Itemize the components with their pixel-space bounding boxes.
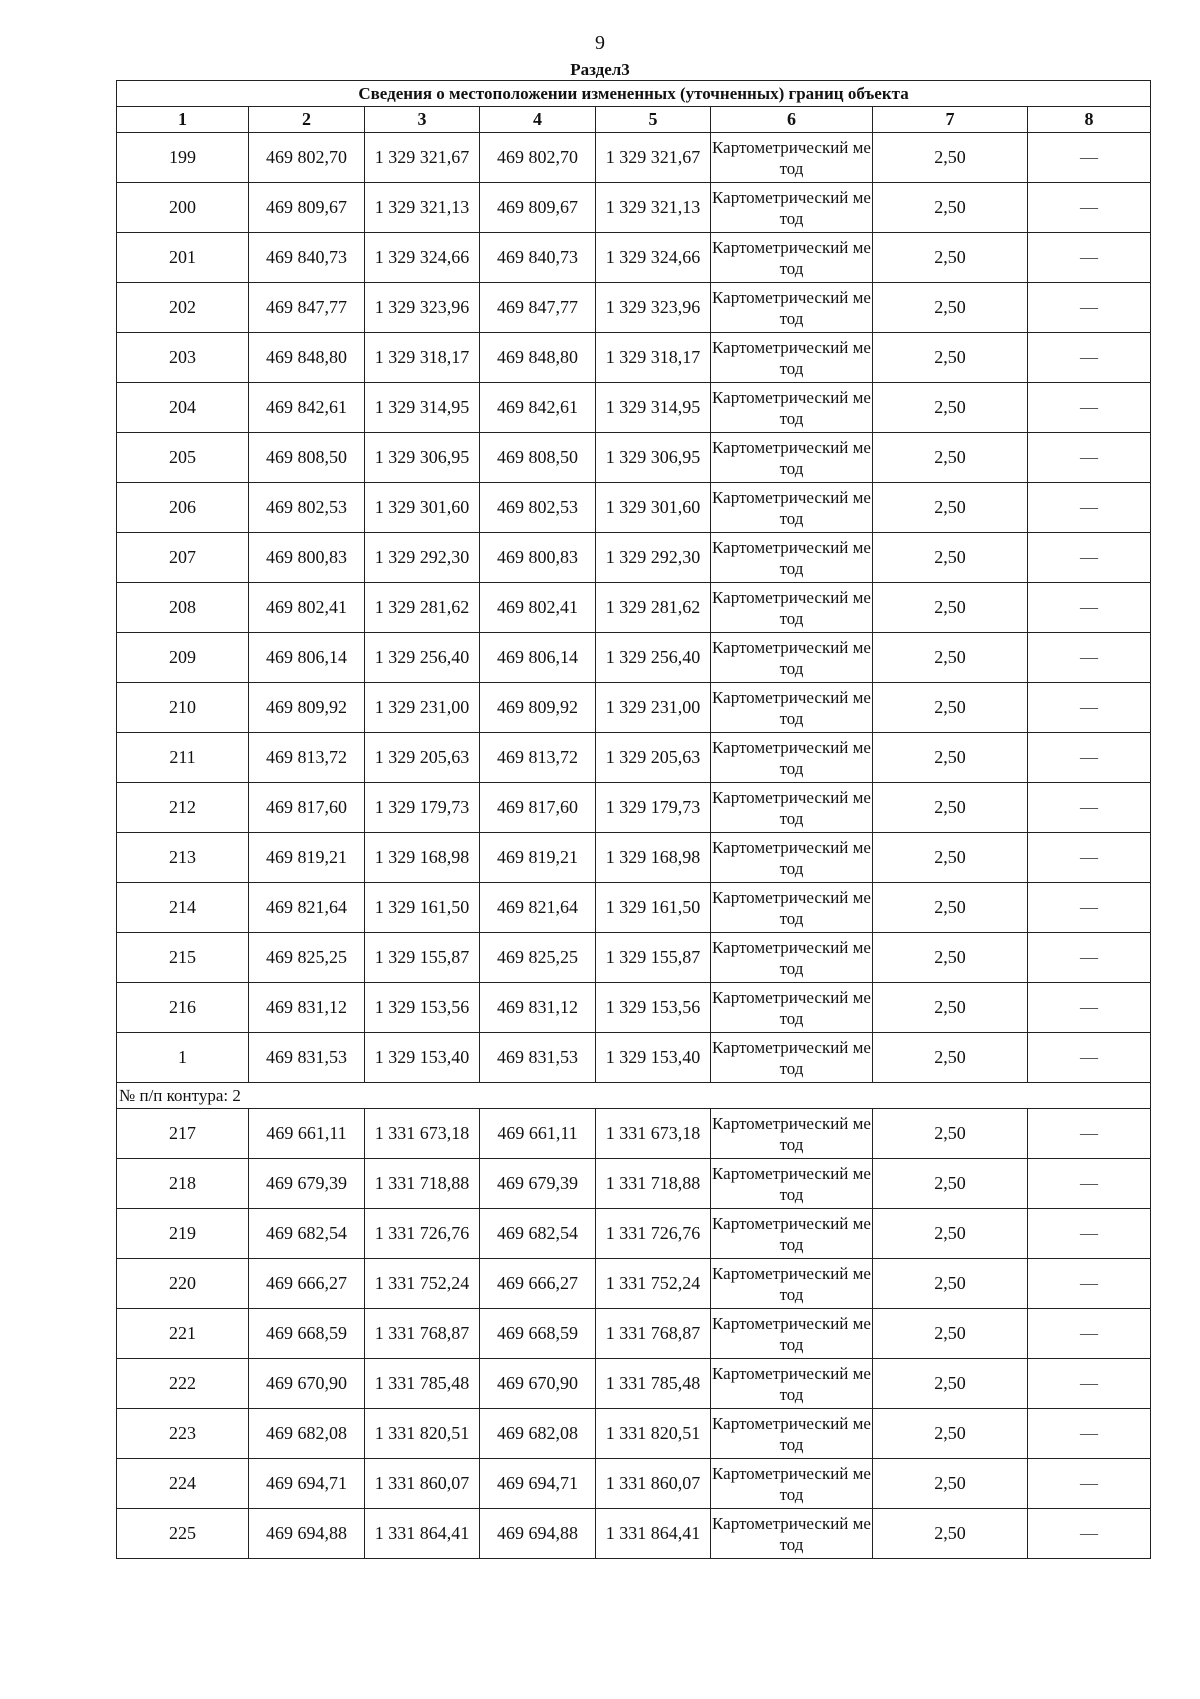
table-row bbox=[117, 583, 1151, 633]
x-new-cell: 469 668,59 bbox=[480, 1309, 596, 1359]
table-row bbox=[117, 233, 1151, 283]
column-number: 6 bbox=[711, 107, 873, 133]
x-new-cell: 469 802,53 bbox=[480, 483, 596, 533]
description-cell: — bbox=[1028, 1359, 1151, 1409]
accuracy-cell: 2,50 bbox=[873, 133, 1028, 183]
x-old-cell: 469 842,61 bbox=[249, 383, 365, 433]
y-new-cell: 1 331 673,18 bbox=[596, 1109, 711, 1159]
column-number: 8 bbox=[1028, 107, 1151, 133]
description-cell: — bbox=[1028, 583, 1151, 633]
page-number: 9 bbox=[595, 32, 605, 54]
y-old-cell: 1 331 718,88 bbox=[365, 1159, 480, 1209]
method-cell: Картометрический метод bbox=[711, 1259, 873, 1309]
method-cell: Картометрический метод bbox=[711, 1459, 873, 1509]
x-new-cell: 469 825,25 bbox=[480, 933, 596, 983]
y-new-cell: 1 331 864,41 bbox=[596, 1509, 711, 1559]
method-cell: Картометрический метод bbox=[711, 683, 873, 733]
x-new-cell: 469 661,11 bbox=[480, 1109, 596, 1159]
point-number-cell: 221 bbox=[117, 1309, 249, 1359]
y-old-cell: 1 329 306,95 bbox=[365, 433, 480, 483]
point-number-cell: 216 bbox=[117, 983, 249, 1033]
point-number-cell: 199 bbox=[117, 133, 249, 183]
description-cell: — bbox=[1028, 933, 1151, 983]
y-new-cell: 1 329 256,40 bbox=[596, 633, 711, 683]
x-old-cell: 469 694,88 bbox=[249, 1509, 365, 1559]
x-old-cell: 469 806,14 bbox=[249, 633, 365, 683]
table-row bbox=[117, 1033, 1151, 1083]
point-number-cell: 206 bbox=[117, 483, 249, 533]
point-number-cell: 1 bbox=[117, 1033, 249, 1083]
x-old-cell: 469 666,27 bbox=[249, 1259, 365, 1309]
method-cell: Картометрический метод bbox=[711, 1509, 873, 1559]
y-new-cell: 1 329 314,95 bbox=[596, 383, 711, 433]
y-new-cell: 1 329 153,40 bbox=[596, 1033, 711, 1083]
x-old-cell: 469 813,72 bbox=[249, 733, 365, 783]
table-row bbox=[117, 1459, 1151, 1509]
y-new-cell: 1 329 153,56 bbox=[596, 983, 711, 1033]
method-cell: Картометрический метод bbox=[711, 1209, 873, 1259]
table-row bbox=[117, 1109, 1151, 1159]
table-row bbox=[117, 1259, 1151, 1309]
description-cell: — bbox=[1028, 533, 1151, 583]
accuracy-cell: 2,50 bbox=[873, 233, 1028, 283]
y-old-cell: 1 331 860,07 bbox=[365, 1459, 480, 1509]
y-old-cell: 1 329 179,73 bbox=[365, 783, 480, 833]
y-new-cell: 1 329 281,62 bbox=[596, 583, 711, 633]
x-old-cell: 469 819,21 bbox=[249, 833, 365, 883]
method-cell: Картометрический метод bbox=[711, 283, 873, 333]
x-new-cell: 469 809,67 bbox=[480, 183, 596, 233]
y-old-cell: 1 329 323,96 bbox=[365, 283, 480, 333]
table-row bbox=[117, 1509, 1151, 1559]
x-old-cell: 469 817,60 bbox=[249, 783, 365, 833]
table-row bbox=[117, 1359, 1151, 1409]
accuracy-cell: 2,50 bbox=[873, 183, 1028, 233]
description-cell: — bbox=[1028, 883, 1151, 933]
x-new-cell: 469 694,71 bbox=[480, 1459, 596, 1509]
method-cell: Картометрический метод bbox=[711, 483, 873, 533]
table-row bbox=[117, 783, 1151, 833]
x-old-cell: 469 831,12 bbox=[249, 983, 365, 1033]
x-old-cell: 469 808,50 bbox=[249, 433, 365, 483]
x-new-cell: 469 802,70 bbox=[480, 133, 596, 183]
accuracy-cell: 2,50 bbox=[873, 983, 1028, 1033]
y-old-cell: 1 331 726,76 bbox=[365, 1209, 480, 1259]
x-new-cell: 469 806,14 bbox=[480, 633, 596, 683]
point-number-cell: 214 bbox=[117, 883, 249, 933]
description-cell: — bbox=[1028, 1459, 1151, 1509]
y-old-cell: 1 329 153,56 bbox=[365, 983, 480, 1033]
method-cell: Картометрический метод bbox=[711, 1109, 873, 1159]
x-new-cell: 469 847,77 bbox=[480, 283, 596, 333]
x-old-cell: 469 821,64 bbox=[249, 883, 365, 933]
description-cell: — bbox=[1028, 383, 1151, 433]
description-cell: — bbox=[1028, 833, 1151, 883]
description-cell: — bbox=[1028, 133, 1151, 183]
method-cell: Картометрический метод bbox=[711, 983, 873, 1033]
method-cell: Картометрический метод bbox=[711, 783, 873, 833]
x-new-cell: 469 808,50 bbox=[480, 433, 596, 483]
contour-label-row bbox=[117, 1083, 1151, 1109]
table-row bbox=[117, 433, 1151, 483]
x-old-cell: 469 809,67 bbox=[249, 183, 365, 233]
y-new-cell: 1 329 205,63 bbox=[596, 733, 711, 783]
table-caption-row bbox=[117, 81, 1151, 107]
point-number-cell: 217 bbox=[117, 1109, 249, 1159]
y-new-cell: 1 329 323,96 bbox=[596, 283, 711, 333]
method-cell: Картометрический метод bbox=[711, 583, 873, 633]
accuracy-cell: 2,50 bbox=[873, 533, 1028, 583]
contour-label: № п/п контура: 2 bbox=[117, 1083, 1151, 1109]
point-number-cell: 219 bbox=[117, 1209, 249, 1259]
y-old-cell: 1 329 318,17 bbox=[365, 333, 480, 383]
method-cell: Картометрический метод bbox=[711, 1359, 873, 1409]
column-number: 5 bbox=[596, 107, 711, 133]
accuracy-cell: 2,50 bbox=[873, 483, 1028, 533]
y-old-cell: 1 329 314,95 bbox=[365, 383, 480, 433]
y-old-cell: 1 329 231,00 bbox=[365, 683, 480, 733]
accuracy-cell: 2,50 bbox=[873, 1109, 1028, 1159]
x-old-cell: 469 802,70 bbox=[249, 133, 365, 183]
accuracy-cell: 2,50 bbox=[873, 833, 1028, 883]
y-new-cell: 1 331 752,24 bbox=[596, 1259, 711, 1309]
point-number-cell: 223 bbox=[117, 1409, 249, 1459]
y-old-cell: 1 329 324,66 bbox=[365, 233, 480, 283]
x-old-cell: 469 682,54 bbox=[249, 1209, 365, 1259]
description-cell: — bbox=[1028, 683, 1151, 733]
point-number-cell: 203 bbox=[117, 333, 249, 383]
y-new-cell: 1 329 168,98 bbox=[596, 833, 711, 883]
method-cell: Картометрический метод bbox=[711, 883, 873, 933]
description-cell: — bbox=[1028, 483, 1151, 533]
x-old-cell: 469 825,25 bbox=[249, 933, 365, 983]
method-cell: Картометрический метод bbox=[711, 1159, 873, 1209]
column-number: 4 bbox=[480, 107, 596, 133]
x-new-cell: 469 802,41 bbox=[480, 583, 596, 633]
accuracy-cell: 2,50 bbox=[873, 733, 1028, 783]
column-number-row bbox=[117, 107, 1151, 133]
table-row bbox=[117, 833, 1151, 883]
accuracy-cell: 2,50 bbox=[873, 1309, 1028, 1359]
column-number: 3 bbox=[365, 107, 480, 133]
description-cell: — bbox=[1028, 783, 1151, 833]
table-row bbox=[117, 533, 1151, 583]
description-cell: — bbox=[1028, 283, 1151, 333]
y-old-cell: 1 331 785,48 bbox=[365, 1359, 480, 1409]
description-cell: — bbox=[1028, 983, 1151, 1033]
description-cell: — bbox=[1028, 333, 1151, 383]
x-old-cell: 469 802,41 bbox=[249, 583, 365, 633]
y-new-cell: 1 331 820,51 bbox=[596, 1409, 711, 1459]
table-row bbox=[117, 633, 1151, 683]
accuracy-cell: 2,50 bbox=[873, 633, 1028, 683]
y-new-cell: 1 331 768,87 bbox=[596, 1309, 711, 1359]
accuracy-cell: 2,50 bbox=[873, 1409, 1028, 1459]
y-new-cell: 1 331 785,48 bbox=[596, 1359, 711, 1409]
y-old-cell: 1 329 153,40 bbox=[365, 1033, 480, 1083]
x-old-cell: 469 840,73 bbox=[249, 233, 365, 283]
x-new-cell: 469 817,60 bbox=[480, 783, 596, 833]
table-row bbox=[117, 1159, 1151, 1209]
method-cell: Картометрический метод bbox=[711, 233, 873, 283]
y-old-cell: 1 329 161,50 bbox=[365, 883, 480, 933]
accuracy-cell: 2,50 bbox=[873, 333, 1028, 383]
point-number-cell: 225 bbox=[117, 1509, 249, 1559]
point-number-cell: 202 bbox=[117, 283, 249, 333]
y-old-cell: 1 331 768,87 bbox=[365, 1309, 480, 1359]
description-cell: — bbox=[1028, 233, 1151, 283]
x-old-cell: 469 679,39 bbox=[249, 1159, 365, 1209]
accuracy-cell: 2,50 bbox=[873, 1209, 1028, 1259]
table-row bbox=[117, 1309, 1151, 1359]
description-cell: — bbox=[1028, 183, 1151, 233]
x-old-cell: 469 809,92 bbox=[249, 683, 365, 733]
method-cell: Картометрический метод bbox=[711, 933, 873, 983]
y-new-cell: 1 329 155,87 bbox=[596, 933, 711, 983]
y-old-cell: 1 329 155,87 bbox=[365, 933, 480, 983]
table-row bbox=[117, 983, 1151, 1033]
y-old-cell: 1 329 205,63 bbox=[365, 733, 480, 783]
accuracy-cell: 2,50 bbox=[873, 1509, 1028, 1559]
accuracy-cell: 2,50 bbox=[873, 1033, 1028, 1083]
description-cell: — bbox=[1028, 1509, 1151, 1559]
x-old-cell: 469 694,71 bbox=[249, 1459, 365, 1509]
accuracy-cell: 2,50 bbox=[873, 433, 1028, 483]
table-row bbox=[117, 133, 1151, 183]
x-old-cell: 469 848,80 bbox=[249, 333, 365, 383]
x-new-cell: 469 809,92 bbox=[480, 683, 596, 733]
point-number-cell: 220 bbox=[117, 1259, 249, 1309]
x-new-cell: 469 848,80 bbox=[480, 333, 596, 383]
description-cell: — bbox=[1028, 1309, 1151, 1359]
point-number-cell: 205 bbox=[117, 433, 249, 483]
table-row bbox=[117, 1209, 1151, 1259]
y-new-cell: 1 329 324,66 bbox=[596, 233, 711, 283]
x-new-cell: 469 840,73 bbox=[480, 233, 596, 283]
table-row bbox=[117, 283, 1151, 333]
boundary-coordinates-table bbox=[116, 80, 1151, 1559]
method-cell: Картометрический метод bbox=[711, 533, 873, 583]
point-number-cell: 200 bbox=[117, 183, 249, 233]
method-cell: Картометрический метод bbox=[711, 733, 873, 783]
method-cell: Картометрический метод bbox=[711, 1033, 873, 1083]
description-cell: — bbox=[1028, 1159, 1151, 1209]
table-row bbox=[117, 933, 1151, 983]
y-old-cell: 1 329 292,30 bbox=[365, 533, 480, 583]
x-old-cell: 469 682,08 bbox=[249, 1409, 365, 1459]
description-cell: — bbox=[1028, 433, 1151, 483]
x-new-cell: 469 682,54 bbox=[480, 1209, 596, 1259]
method-cell: Картометрический метод bbox=[711, 1309, 873, 1359]
y-old-cell: 1 331 864,41 bbox=[365, 1509, 480, 1559]
y-old-cell: 1 329 321,67 bbox=[365, 133, 480, 183]
method-cell: Картометрический метод bbox=[711, 183, 873, 233]
table-row bbox=[117, 683, 1151, 733]
y-old-cell: 1 331 820,51 bbox=[365, 1409, 480, 1459]
y-new-cell: 1 329 321,13 bbox=[596, 183, 711, 233]
table-row bbox=[117, 883, 1151, 933]
x-new-cell: 469 670,90 bbox=[480, 1359, 596, 1409]
method-cell: Картометрический метод bbox=[711, 1409, 873, 1459]
accuracy-cell: 2,50 bbox=[873, 1359, 1028, 1409]
accuracy-cell: 2,50 bbox=[873, 283, 1028, 333]
method-cell: Картометрический метод bbox=[711, 833, 873, 883]
x-new-cell: 469 694,88 bbox=[480, 1509, 596, 1559]
x-new-cell: 469 842,61 bbox=[480, 383, 596, 433]
method-cell: Картометрический метод bbox=[711, 633, 873, 683]
x-old-cell: 469 670,90 bbox=[249, 1359, 365, 1409]
x-old-cell: 469 668,59 bbox=[249, 1309, 365, 1359]
x-old-cell: 469 661,11 bbox=[249, 1109, 365, 1159]
y-new-cell: 1 331 860,07 bbox=[596, 1459, 711, 1509]
table-row bbox=[117, 733, 1151, 783]
x-new-cell: 469 831,53 bbox=[480, 1033, 596, 1083]
table-body bbox=[117, 133, 1151, 1559]
y-new-cell: 1 329 321,67 bbox=[596, 133, 711, 183]
x-new-cell: 469 800,83 bbox=[480, 533, 596, 583]
y-new-cell: 1 329 301,60 bbox=[596, 483, 711, 533]
y-old-cell: 1 331 673,18 bbox=[365, 1109, 480, 1159]
x-new-cell: 469 831,12 bbox=[480, 983, 596, 1033]
y-old-cell: 1 329 256,40 bbox=[365, 633, 480, 683]
x-new-cell: 469 666,27 bbox=[480, 1259, 596, 1309]
y-old-cell: 1 329 168,98 bbox=[365, 833, 480, 883]
point-number-cell: 209 bbox=[117, 633, 249, 683]
point-number-cell: 211 bbox=[117, 733, 249, 783]
method-cell: Картометрический метод bbox=[711, 383, 873, 433]
x-old-cell: 469 800,83 bbox=[249, 533, 365, 583]
column-number: 2 bbox=[249, 107, 365, 133]
y-new-cell: 1 329 161,50 bbox=[596, 883, 711, 933]
x-old-cell: 469 802,53 bbox=[249, 483, 365, 533]
y-old-cell: 1 329 321,13 bbox=[365, 183, 480, 233]
description-cell: — bbox=[1028, 1109, 1151, 1159]
method-cell: Картометрический метод bbox=[711, 433, 873, 483]
column-number: 7 bbox=[873, 107, 1028, 133]
description-cell: — bbox=[1028, 733, 1151, 783]
x-new-cell: 469 819,21 bbox=[480, 833, 596, 883]
accuracy-cell: 2,50 bbox=[873, 1159, 1028, 1209]
accuracy-cell: 2,50 bbox=[873, 933, 1028, 983]
description-cell: — bbox=[1028, 1209, 1151, 1259]
point-number-cell: 224 bbox=[117, 1459, 249, 1509]
y-old-cell: 1 331 752,24 bbox=[365, 1259, 480, 1309]
y-new-cell: 1 331 726,76 bbox=[596, 1209, 711, 1259]
x-new-cell: 469 679,39 bbox=[480, 1159, 596, 1209]
accuracy-cell: 2,50 bbox=[873, 583, 1028, 633]
accuracy-cell: 2,50 bbox=[873, 783, 1028, 833]
y-new-cell: 1 329 306,95 bbox=[596, 433, 711, 483]
point-number-cell: 207 bbox=[117, 533, 249, 583]
section-title: Раздел3 bbox=[570, 60, 630, 79]
column-number: 1 bbox=[117, 107, 249, 133]
y-new-cell: 1 331 718,88 bbox=[596, 1159, 711, 1209]
point-number-cell: 213 bbox=[117, 833, 249, 883]
point-number-cell: 222 bbox=[117, 1359, 249, 1409]
accuracy-cell: 2,50 bbox=[873, 883, 1028, 933]
accuracy-cell: 2,50 bbox=[873, 1459, 1028, 1509]
x-old-cell: 469 847,77 bbox=[249, 283, 365, 333]
description-cell: — bbox=[1028, 633, 1151, 683]
method-cell: Картометрический метод bbox=[711, 333, 873, 383]
x-new-cell: 469 821,64 bbox=[480, 883, 596, 933]
accuracy-cell: 2,50 bbox=[873, 683, 1028, 733]
table-caption: Сведения о местоположении измененных (уточненных) границ объекта bbox=[117, 81, 1151, 107]
x-new-cell: 469 813,72 bbox=[480, 733, 596, 783]
accuracy-cell: 2,50 bbox=[873, 383, 1028, 433]
y-new-cell: 1 329 179,73 bbox=[596, 783, 711, 833]
y-old-cell: 1 329 301,60 bbox=[365, 483, 480, 533]
accuracy-cell: 2,50 bbox=[873, 1259, 1028, 1309]
table-row bbox=[117, 483, 1151, 533]
x-new-cell: 469 682,08 bbox=[480, 1409, 596, 1459]
point-number-cell: 210 bbox=[117, 683, 249, 733]
y-old-cell: 1 329 281,62 bbox=[365, 583, 480, 633]
point-number-cell: 218 bbox=[117, 1159, 249, 1209]
point-number-cell: 201 bbox=[117, 233, 249, 283]
table-row bbox=[117, 1409, 1151, 1459]
table-row bbox=[117, 383, 1151, 433]
y-new-cell: 1 329 231,00 bbox=[596, 683, 711, 733]
description-cell: — bbox=[1028, 1259, 1151, 1309]
table-row bbox=[117, 333, 1151, 383]
y-new-cell: 1 329 292,30 bbox=[596, 533, 711, 583]
point-number-cell: 208 bbox=[117, 583, 249, 633]
description-cell: — bbox=[1028, 1409, 1151, 1459]
x-old-cell: 469 831,53 bbox=[249, 1033, 365, 1083]
method-cell: Картометрический метод bbox=[711, 133, 873, 183]
point-number-cell: 204 bbox=[117, 383, 249, 433]
table-row bbox=[117, 183, 1151, 233]
description-cell: — bbox=[1028, 1033, 1151, 1083]
point-number-cell: 215 bbox=[117, 933, 249, 983]
y-new-cell: 1 329 318,17 bbox=[596, 333, 711, 383]
point-number-cell: 212 bbox=[117, 783, 249, 833]
